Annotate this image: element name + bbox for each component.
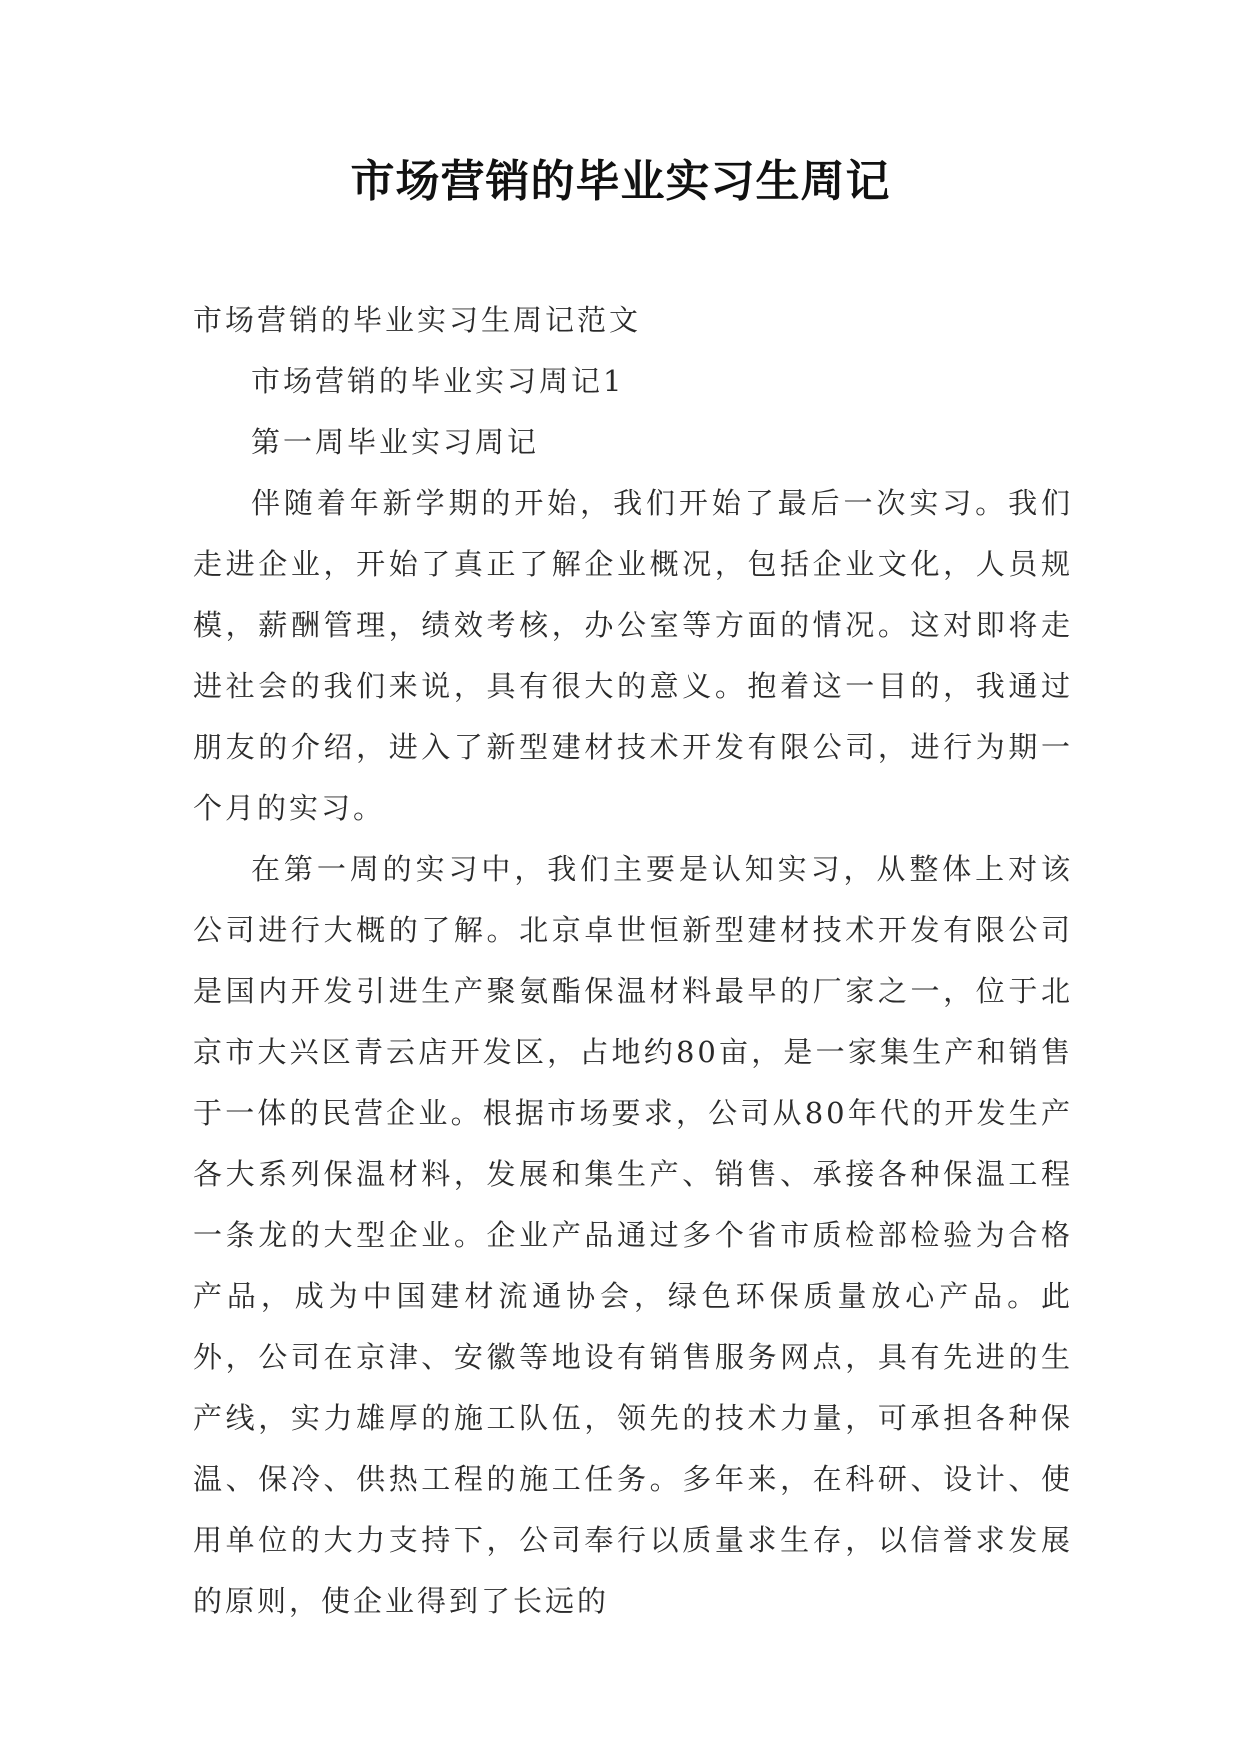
- week-heading: 第一周毕业实习周记: [251, 425, 540, 459]
- paragraph: 在第一周的实习中，我们主要是认知实习，从整体上对该公司进行大概的了解。北京卓世恒新型建材技术开发有限公司是国内开发引进生产聚氨酯保温材料最早的厂家之一，位于北京市大兴区青云店开发区，占地约80亩，是一家集生产和销售于一体的民营企业。根据市场要求，公司从80年代的开发生产各大系列保温材料，发展和集生产、销售、承接各种保温工程一条龙的大型企业。企业产品通过多个省市质检部检验为合格产品，成为中国建材流通协会，绿色环保质量放心产品。此外，公司在京津、安徽等地设有销售服务网点，具有先进的生产线，实力雄厚的施工队伍，领先的技术力量，可承担各种保温、保冷、供热工程的施工任务。多年来，在科研、设计、使用单位的大力支持下，公司奉行以质量求生存，以信誉求发展的原则，使企业得到了长远的: [193, 852, 1073, 1618]
- page-title: 市场营销的毕业实习生周记: [350, 156, 891, 207]
- paragraph: 伴随着年新学期的开始，我们开始了最后一次实习。我们走进企业，开始了真正了解企业概况，包括企业文化，人员规模，薪酬管理，绩效考核，办公室等方面的情况。这对即将走进社会的我们来说，具有很大的意义。抱着这一目的，我通过朋友的介绍，进入了新型建材技术开发有限公司，进行为期一个月的实习。: [193, 486, 1073, 825]
- section-heading: 市场营销的毕业实习周记1: [251, 364, 625, 398]
- document-body: [193, 290, 1073, 1632]
- document-subtitle: 市场营销的毕业实习生周记范文: [193, 303, 642, 337]
